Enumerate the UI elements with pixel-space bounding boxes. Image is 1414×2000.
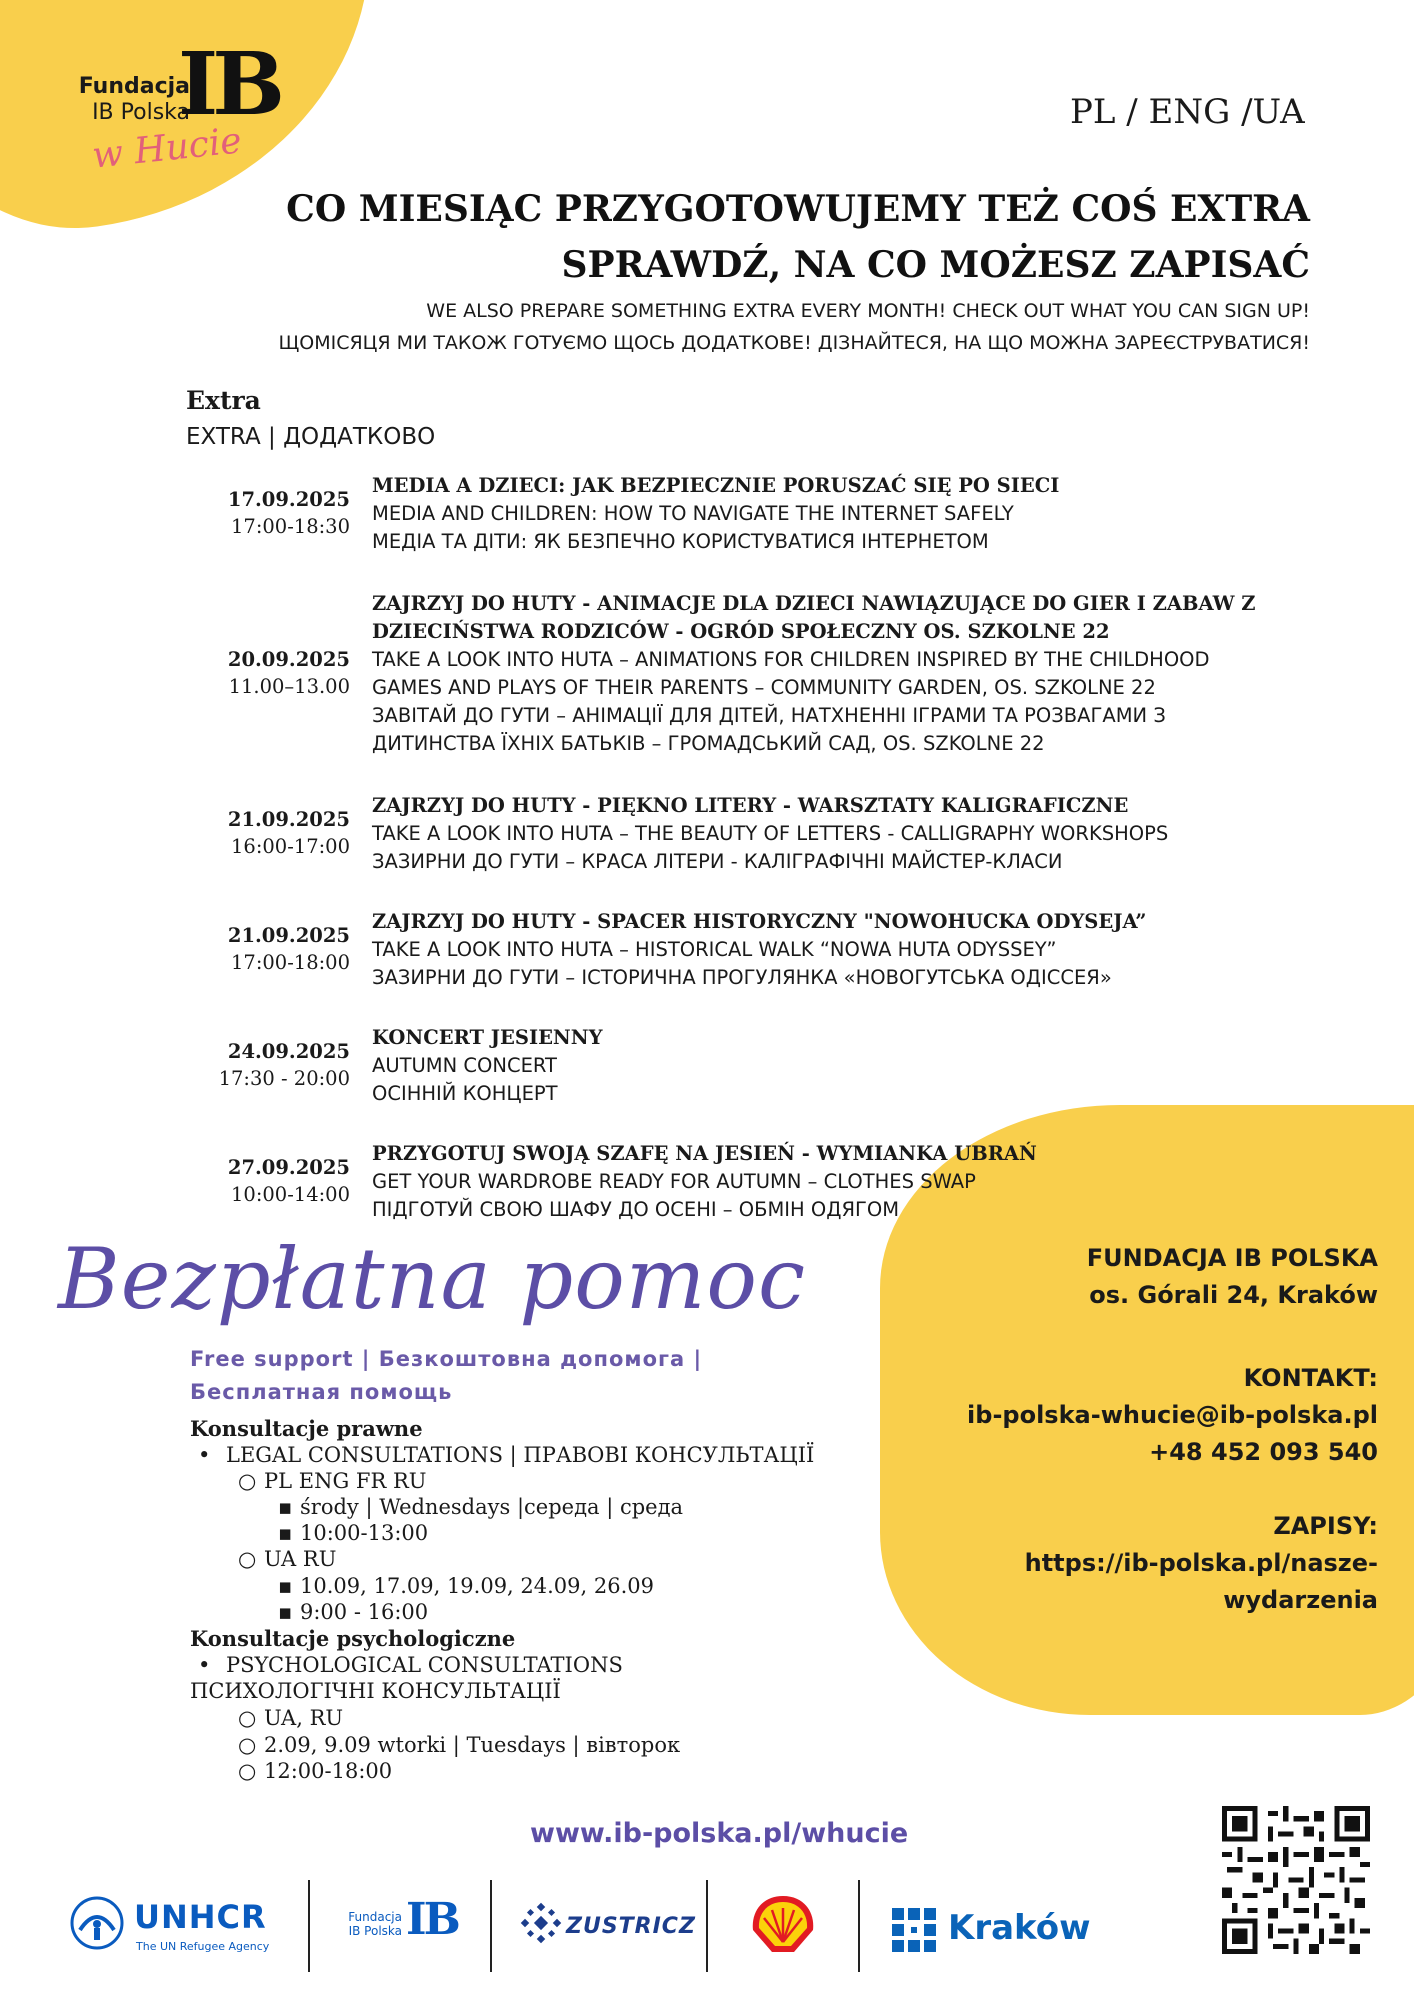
heading-line2: SPRAWDŹ, NA CO MOŻESZ ZAPISAĆ	[561, 244, 1310, 286]
legal-consultations-intl: LEGAL CONSULTATIONS | ПРАВОВІ КОНСУЛЬТАЦІЇ	[226, 1443, 815, 1467]
logo-ib-mark: IB	[178, 34, 279, 135]
krakow-emblem-icon	[892, 1908, 936, 1952]
heading-en: WE ALSO PREPARE SOMETHING EXTRA EVERY MONTH! CHECK OUT WHAT YOU CAN SIGN UP!	[426, 300, 1310, 322]
bullet-disc-icon: •	[198, 1443, 211, 1467]
event-datetime: 27.09.2025 10:00-14:00	[227, 1156, 350, 1206]
qr-code	[1222, 1806, 1370, 1954]
event-datetime: 21.09.2025 17:00-18:00	[227, 924, 350, 974]
psych-consultations-en: PSYCHOLOGICAL CONSULTATIONS	[226, 1653, 623, 1677]
legal-dates-2: 10.09, 17.09, 19.09, 24.09, 26.09	[300, 1574, 654, 1598]
org-address: os. Górali 24, Kraków	[1089, 1281, 1378, 1309]
bullet-disc-icon: •	[198, 1653, 211, 1677]
event-datetime: 17.09.2025 17:00-18:30	[227, 488, 350, 538]
org-name: FUNDACJA IB POLSKA	[1086, 1244, 1378, 1272]
logo-divider	[490, 1880, 492, 1972]
bullet-circle-icon: ○	[238, 1547, 257, 1571]
zustricz-emblem-icon	[520, 1902, 562, 1944]
bullet-circle-icon: ○	[238, 1759, 257, 1783]
zustricz-logo: ZUSTRICZ	[520, 1902, 562, 1948]
event-title: KONCERT JESIENNY	[372, 1026, 603, 1049]
event-title: PRZYGOTUJ SWOJĄ SZAFĘ NA JESIEŃ - WYMIANKA UBRAŃ	[372, 1142, 1037, 1165]
shell-logo	[748, 1894, 818, 1960]
free-support-subtitle: Free support | Безкоштовна допомога | Бесплатная помощь	[190, 1347, 703, 1404]
contact-label: KONTAKT:	[1243, 1364, 1378, 1392]
logo-w-hucie: w Hucie	[90, 120, 244, 177]
signup-label: ZAPISY:	[1273, 1512, 1378, 1540]
legal-languages-1: PL ENG FR RU	[264, 1469, 427, 1493]
bullet-square-icon: ▪	[278, 1521, 293, 1545]
contact-phone[interactable]: +48 452 093 540	[1149, 1438, 1378, 1466]
language-indicator: PL / ENG /UA	[1070, 92, 1305, 132]
free-help-heading: Bezpłatna pomoc	[58, 1230, 807, 1328]
bullet-circle-icon: ○	[238, 1469, 257, 1493]
psych-dates: 2.09, 9.09 wtorki | Tuesdays | вівторок	[264, 1733, 681, 1757]
legal-consultations-title: Konsultacje prawne	[190, 1416, 423, 1441]
unhcr-emblem-icon	[70, 1896, 124, 1950]
event-description: KONCERT JESIENNY AUTUMN CONCERT ОСІННІЙ КОНЦЕРТ	[372, 1024, 1272, 1108]
psych-languages: UA, RU	[264, 1706, 344, 1730]
signup-url-line2[interactable]: wydarzenia	[1223, 1586, 1378, 1614]
event-description: ZAJRZYJ DO HUTY - ANIMACJE DLA DZIECI NAWIĄZUJĄCE DO GIER I ZABAW Z DZIECIŃSTWA RODZICÓW - OGRÓD SPOŁECZNY OS. SZKOLNE 22 TAKE A LOOK INTO HUTA – ANIMATIONS FOR CHILDREN INSPIRED BY THE CHILDHOOD GAMES AND PLAYS OF THEIR PARENTS – COMMUNITY GARDEN, OS. SZKOLNE 22 ЗАВІТАЙ ДО ГУТИ – АНІМАЦІЇ ДЛЯ ДІТЕЙ, НАТХНЕННІ ІГРАМИ ТА РОЗВАГАМИ З ДИТИНСТВА ЇХНІХ БАТЬКІВ – ГРОМАДСЬКИЙ САД, OS. SZKOLNE 22	[372, 590, 1272, 758]
signup-url-line1[interactable]: https://ib-polska.pl/nasze-	[1024, 1549, 1378, 1577]
bullet-square-icon: ▪	[278, 1600, 293, 1624]
psych-time: 12:00-18:00	[264, 1759, 393, 1783]
unhcr-logo: UNHCR The UN Refugee Agency	[70, 1896, 124, 1954]
heading-line1: CO MIESIĄC PRZYGOTOWUJEMY TEŻ COŚ EXTRA	[286, 188, 1310, 230]
website-link[interactable]: www.ib-polska.pl/whucie	[530, 1818, 909, 1849]
legal-languages-2: UA RU	[264, 1547, 337, 1571]
bullet-square-icon: ▪	[278, 1574, 293, 1598]
logo-divider	[858, 1880, 860, 1972]
event-title: ZAJRZYJ DO HUTY - ANIMACJE DLA DZIECI NAWIĄZUJĄCE DO GIER I ZABAW Z	[372, 592, 1256, 615]
event-description: ZAJRZYJ DO HUTY - PIĘKNO LITERY - WARSZTATY KALIGRAFICZNE TAKE A LOOK INTO HUTA – THE BEAUTY OF LETTERS - CALLIGRAPHY WORKSHOPS ЗАЗИРНИ ДО ГУТИ – КРАСА ЛІТЕРИ - КАЛІГРАФІЧНІ МАЙСТЕР-КЛАСИ	[372, 792, 1272, 876]
krakow-logo: Kraków	[892, 1908, 936, 1956]
bullet-square-icon: ▪	[278, 1495, 293, 1519]
event-title: ZAJRZYJ DO HUTY - SPACER HISTORYCZNY "NOWOHUCKA ODYSEJA”	[372, 910, 1147, 933]
psych-consultations-ua: ПСИХОЛОГІЧНІ КОНСУЛЬТАЦІЇ	[190, 1679, 561, 1703]
event-description: MEDIA A DZIECI: JAK BEZPIECZNIE PORUSZAĆ SIĘ PO SIECI MEDIA AND CHILDREN: HOW TO NAVIGATE THE INTERNET SAFELY МЕДІА ТА ДІТИ: ЯК БЕЗПЕЧНО КОРИСТУВАТИСЯ ІНТЕРНЕТОМ	[372, 472, 1272, 556]
logo-divider	[308, 1880, 310, 1972]
event-title: MEDIA A DZIECI: JAK BEZPIECZNIE PORUSZAĆ SIĘ PO SIECI	[372, 474, 1060, 497]
bullet-circle-icon: ○	[238, 1733, 257, 1757]
event-description: ZAJRZYJ DO HUTY - SPACER HISTORYCZNY "NOWOHUCKA ODYSEJA” TAKE A LOOK INTO HUTA – HISTORICAL WALK “NOWA HUTA ODYSSEY” ЗАЗИРНИ ДО ГУТИ – ІСТОРИЧНА ПРОГУЛЯНКА «НОВОГУТСЬКА ОДІССЕЯ»	[372, 908, 1272, 992]
extra-subtitle: EXTRA | ДОДАТКОВО	[186, 424, 436, 450]
event-title: ZAJRZYJ DO HUTY - PIĘKNO LITERY - WARSZTATY KALIGRAFICZNE	[372, 794, 1129, 817]
event-datetime: 24.09.2025 17:30 - 20:00	[218, 1040, 350, 1090]
heading-ua: ЩОМІСЯЦЯ МИ ТАКОЖ ГОТУЄМО ЩОСЬ ДОДАТКОВЕ! ДІЗНАЙТЕСЯ, НА ЩО МОЖНА ЗАРЕЄСТРУВАТИСЯ!	[278, 332, 1310, 354]
logo-fundacja: Fundacja IB Polska	[78, 74, 190, 125]
event-description: PRZYGOTUJ SWOJĄ SZAFĘ NA JESIEŃ - WYMIANKA UBRAŃ GET YOUR WARDROBE READY FOR AUTUMN – CLOTHES SWAP ПІДГОТУЙ СВОЮ ШАФУ ДО ОСЕНІ – ОБМІН ОДЯГОМ	[372, 1140, 1272, 1224]
legal-time-1: 10:00-13:00	[300, 1521, 429, 1545]
legal-time-2: 9:00 - 16:00	[300, 1600, 429, 1624]
contact-email[interactable]: ib-polska-whucie@ib-polska.pl	[967, 1401, 1378, 1429]
psych-consultations-title: Konsultacje psychologiczne	[190, 1626, 516, 1651]
legal-days-1: środy | Wednesdays |середа | среда	[300, 1495, 684, 1519]
extra-title: Extra	[186, 386, 261, 415]
bullet-circle-icon: ○	[238, 1706, 257, 1730]
event-datetime: 21.09.2025 16:00-17:00	[227, 808, 350, 858]
shell-icon	[748, 1894, 818, 1956]
event-datetime: 20.09.2025 11.00–13.00	[227, 648, 350, 698]
logo-divider	[706, 1880, 708, 1972]
